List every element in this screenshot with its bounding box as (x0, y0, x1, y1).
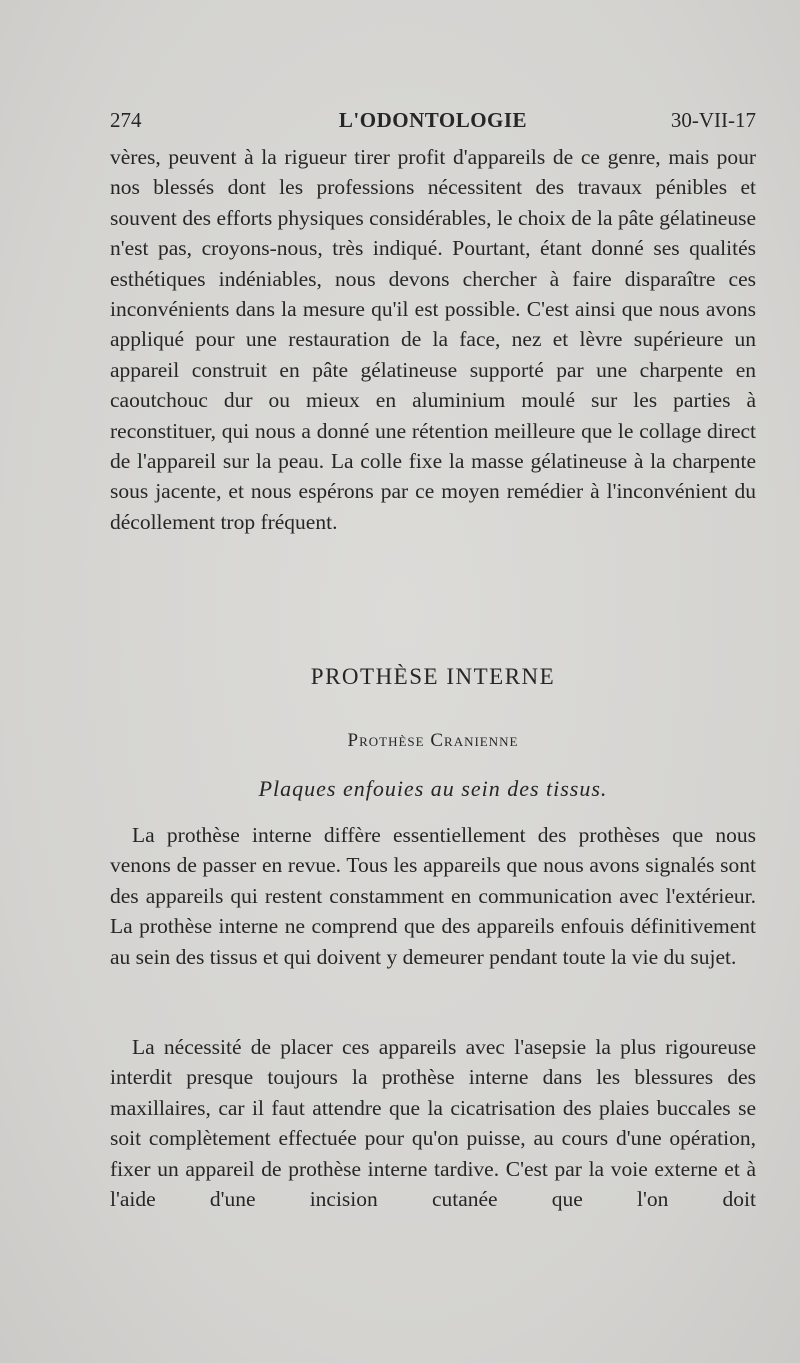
paragraph-asepsis: La nécessité de placer ces appareils avec l'asepsie la plus rigoureuse interdit presque toujours la prothèse interne dans les blessures des maxillaires, car il faut attendre que la cicatrisation des plaies buccales se soit complètement effectuée pour qu'on puisse, au cours d'une opération, fixer un appareil de prothèse interne tardive. C'est par la voie externe et à l'aide d'une incision cutanée que l'on doit (110, 1035, 756, 1212)
paragraph-continuation: vères, peuvent à la rigueur tirer profit d'appareils de ce genre, mais pour nos blessés dont les professions nécessitent des travaux pénibles et souvent des efforts physiques considérables, le choix de la pâte gélatineuse n'est pas, croyons-nous, très indiqué. Pourtant, étant donné ses qualités esthétiques indéniables, nous devons chercher à faire disparaître ces inconvénients dans la mesure qu'il est possible. C'est ainsi que nous avons appliqué pour une restauration de la face, nez et lèvre supérieure un appareil construit en pâte gélatineuse supporté par une charpente en caoutchouc dur ou mieux en aluminium moulé sur les parties à reconstituer, qui nous a donné une rétention meilleure que le collage direct de l'appareil sur la peau. La colle fixe la masse gélatineuse à la charpente sous jacente, et nous espérons par ce moyen remédier à l'inconvénient du décollement trop fréquent. (110, 145, 756, 534)
subtitle: Plaques enfouies au sein des tissus. (258, 776, 608, 801)
subsection-title: Prothèse Cranienne (347, 730, 519, 751)
paragraph-internal-prosthesis: La prothèse interne diffère essentiellement des prothèses que nous venons de passer en revue. Tous les appareils que nous avons signalés sont des appareils qui restent constamment en communication avec l'extérieur. La prothèse interne ne comprend que des appareils enfouis définitivement au sein des tissus et qui doivent y demeurer pendant toute la vie du sujet. (110, 823, 756, 969)
page-number: 274 (110, 108, 142, 132)
section-title: PROTHÈSE INTERNE (310, 664, 556, 689)
running-header (110, 108, 756, 138)
issue-date: 30-VII-17 (670, 108, 756, 132)
journal-title: L'ODONTOLOGIE (338, 108, 528, 132)
